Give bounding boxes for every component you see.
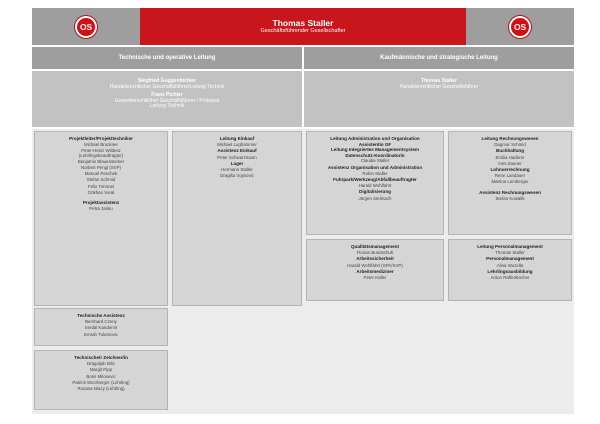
header-logo-left-cell — [32, 8, 140, 45]
os-logo-icon: OS — [509, 16, 531, 38]
person: Michael Bruckner — [84, 142, 118, 148]
dept-administration — [306, 131, 444, 235]
leader-role: Handelsrechtlicher Geschäftsführer — [399, 83, 479, 90]
dept-subtitle: Fuhrpark/Werkzeug/Abfallbeauftragter — [333, 176, 417, 182]
person: Patrick Wurzberger (Lehrling) — [72, 379, 130, 385]
division-technical-title — [32, 47, 302, 69]
person: Felix Trimmel — [87, 183, 115, 189]
person: Peter Schwarzmann — [217, 154, 257, 160]
person: Margit Pipp — [89, 367, 113, 373]
dept-einkauf — [172, 131, 302, 306]
dept-subtitle: Digitalisierung — [359, 189, 391, 195]
dept-title: Leitung Rechnungswesen — [481, 136, 539, 141]
dept-subtitle: Projektassistenz — [82, 200, 120, 206]
technical-leaders-box — [32, 71, 302, 127]
dept-projektleiter — [34, 131, 168, 306]
ceo-box — [140, 8, 466, 45]
person: Thomas Staller — [495, 250, 525, 256]
person: Dragoljub Bilic — [86, 361, 116, 367]
person: Alina Wuzella — [496, 262, 524, 268]
person: Harald Wohlfahrt (SFK/SVP) — [347, 262, 403, 268]
leader-name: Franz Pichler — [151, 92, 183, 99]
leader-name: Siegfried Guggenbichler — [137, 78, 197, 84]
leader-name: Thomas Staller — [421, 78, 457, 84]
dept-title: Leitung Personalmanagement — [477, 244, 543, 249]
dept-subtitle: Assistenz Rechnungswesen — [479, 189, 541, 195]
person: (Lehrlingsbeauftragter) — [78, 152, 124, 158]
person: Stefan Kowalik — [495, 195, 525, 201]
ceo-name: Thomas Staller — [272, 18, 334, 28]
person: Dagmar Schmid — [494, 142, 526, 148]
dept-subtitle: Lohnverrechnung — [490, 167, 530, 173]
person: Harald Wohlfahrt — [358, 183, 392, 189]
person: Norbert Pengl (SVP) — [80, 165, 122, 171]
dept-title: Qualitätsmanagement — [351, 244, 399, 249]
dept-title: Assistentin GF — [358, 141, 392, 147]
person: Emrah Tulumovic — [84, 331, 118, 337]
person: Ines Zauner — [498, 160, 522, 166]
person: Stefan Schmid — [86, 177, 116, 183]
person: Anton Raffenböcher — [490, 275, 530, 281]
person: Jürgen Stelmach — [358, 195, 392, 201]
dept-subtitle: Personalmanagement — [486, 256, 534, 262]
dept-title: Technische Assistenz — [77, 313, 125, 318]
person: Roxana Niazy (Lehrling) — [77, 386, 125, 392]
dept-subtitle: Assistenz Organisation und Administration — [327, 164, 423, 170]
division-commercial-label: Kaufmännische und strategische Leitung — [380, 55, 498, 61]
dept-personal — [448, 239, 572, 301]
dept-zeichner — [34, 350, 168, 410]
dept-subtitle: Lehrlingsausbildung — [487, 268, 533, 274]
dept-qualitaet — [306, 239, 444, 301]
person: Michael Lughammer — [217, 142, 257, 148]
os-logo-icon: OS — [75, 16, 97, 38]
dept-title: Technische/r Zeichner/in — [74, 355, 128, 360]
person: Benjamin Blauensteiner — [77, 158, 125, 164]
dept-subtitle: Assistenz Einkauf — [217, 148, 257, 154]
header-logo-right-cell — [466, 8, 574, 45]
person: Peter-Heinz Wildesz — [81, 148, 121, 154]
person: Robin Staller — [362, 170, 388, 176]
division-commercial-title — [304, 47, 574, 69]
person: Claudia Staller — [360, 158, 390, 164]
dept-subtitle: Buchhaltung — [495, 148, 525, 154]
dept-title: Datenschutz-Koordinatorin — [345, 152, 405, 158]
person: Rene Landauer — [494, 173, 526, 179]
dept-subtitle: Arbeitsmediziner — [356, 268, 394, 274]
division-technical-label: Technische und operative Leitung — [118, 55, 216, 61]
person: Emilia Haderer — [495, 154, 525, 160]
commercial-leader-box — [304, 71, 574, 127]
person: Hermann Staller — [221, 167, 253, 173]
person: Bernhard Czeny — [85, 319, 117, 325]
dept-subtitle: Arbeitssicherheit — [356, 256, 394, 262]
person: Serdal Kandemir — [84, 325, 118, 331]
person: Martina Lemberger — [491, 179, 529, 185]
person: Dragiša Vojinovic — [220, 173, 254, 179]
leader-role: Gewerberechtlicher Geschäftsführer / Prokurist — [114, 97, 220, 104]
dept-rechnungswesen — [448, 131, 572, 235]
person: Boris Milosevic — [86, 373, 116, 379]
leader-role: Leitung Technik — [149, 103, 185, 110]
dept-title: Leitung Integriertes Managementsystem — [330, 147, 420, 153]
person: Manuel Peschek — [84, 171, 118, 177]
dept-subtitle: Lager — [230, 160, 244, 166]
dept-technische-assistenz — [34, 308, 168, 346]
leader-role: Handelsrechtlicher Geschäftsführer/Leitung Technik — [109, 83, 225, 90]
person: Florian Bundschuh — [356, 250, 394, 256]
person: Peter Kaller — [363, 275, 387, 281]
dept-title: Leitung Einkauf — [219, 136, 255, 141]
person: Petra Janku — [89, 206, 113, 212]
dept-title: Leitung Administration und Organisation — [330, 136, 420, 141]
person: Gökhan Vural — [87, 189, 115, 195]
dept-title: Projektleiter/Projekttechniker — [69, 136, 133, 141]
ceo-role: Geschäftsführender Gesellschafter — [260, 28, 346, 34]
